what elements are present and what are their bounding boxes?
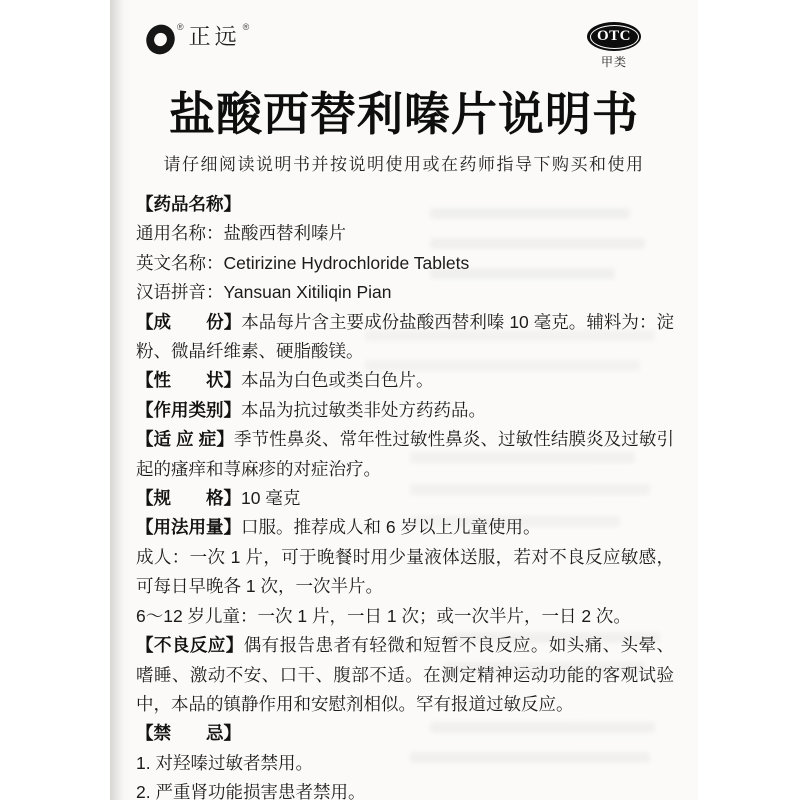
contraindication-item-2: 2. 严重肾功能损害患者禁用。 [136,782,366,803]
section-indications [136,425,674,484]
brand-ring-icon [143,21,178,58]
section-character [136,366,674,395]
section-text: 口服。推荐成人和 6 岁以上儿童使用。 [241,517,541,538]
section-text: 本品为白色或类白色片。 [241,370,434,391]
dosage-adult-line: 成人：一次 1 片，可于晚餐时用少量液体送服，若对不良反应敏感，可每日早晚各 1 次，一次半片。 [136,546,674,597]
leaflet-header [136,16,672,74]
leaflet-sheet [110,0,698,803]
page-title: 盐酸西替利嗪片说明书 [169,89,639,140]
registered-mark-icon: ® [242,22,250,32]
leaflet-body [136,190,674,808]
field-pinyin-name: 汉语拼音：Yansuan Xitiliqin Pian [136,282,392,303]
section-label: 【不良反应】 [136,635,244,656]
section-drug-name-heading: 【药品名称】 [136,194,241,214]
field-generic-name: 通用名称：盐酸西替利嗪片 [136,223,346,244]
section-label: 【性 状】 [136,370,241,391]
otc-label: OTC [596,28,631,44]
section-text: 10 毫克 [241,488,301,509]
section-label: 【用法用量】 [136,517,241,538]
section-specification [136,484,674,513]
section-text: 季节性鼻炎、常年性过敏性鼻炎、过敏性结膜炎及过敏引起的瘙痒和荨麻疹的对症治疗。 [136,429,674,479]
section-label: 【适 应 症】 [136,429,234,450]
section-label: 【作用类别】 [136,399,241,420]
section-label: 【禁 忌】 [136,723,241,744]
section-label: 【成 份】 [136,311,242,332]
otc-badge [584,22,644,70]
section-ingredients [136,308,674,367]
section-dosage [136,513,674,542]
page-subtitle: 请仔细阅读说明书并按说明使用或在药师指导下购买和使用 [163,155,645,174]
section-label: 【规 格】 [136,488,241,509]
section-contraindications-heading [136,719,674,748]
brand-logo [146,22,250,54]
otc-oval-icon [587,22,641,51]
section-category [136,396,674,425]
section-adverse-reactions [136,631,674,719]
registered-mark-icon: ® [177,22,184,32]
contraindication-item-1: 1. 对羟嗪过敏者禁用。 [136,752,313,773]
section-text: 偶有报告患者有轻微和短暂不良反应。如头痛、头晕、嗜睡、激动不安、口干、腹部不适。在测定精神运动功能的客观试验中，本品的镇静作用和安慰剂相似。罕有报道过敏反应。 [136,635,675,714]
brand-name: 正远 [188,24,241,49]
section-text: 本品每片含主要成份盐酸西替利嗪 10 毫克。辅料为：淀粉、微晶纤维素、硬脂酸镁。 [136,311,674,362]
dosage-children-line: 6～12 岁儿童：一次 1 片，一日 1 次；或一次半片，一日 2 次。 [136,605,631,626]
section-text: 本品为抗过敏类非处方药药品。 [241,399,486,420]
otc-category: 甲类 [600,55,627,69]
field-english-name: 英文名称：Cetirizine Hydrochloride Tablets [136,252,470,273]
